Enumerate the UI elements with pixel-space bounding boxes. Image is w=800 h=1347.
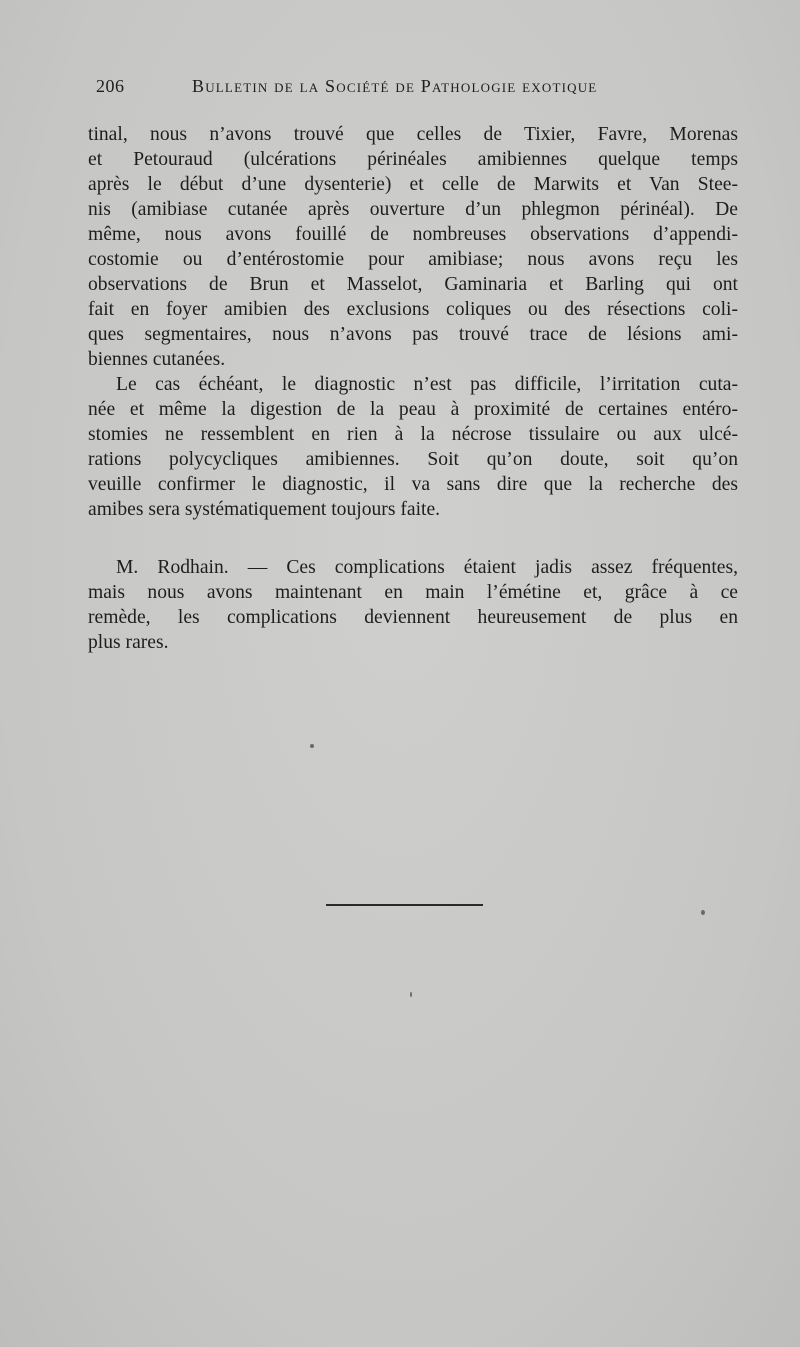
text-line: remède, les complications deviennent heureusement de plus en	[88, 607, 738, 628]
closing-rule	[326, 904, 483, 906]
text-line: après le début d’une dysenterie) et celle de Marwits et Van Stee-	[88, 174, 738, 195]
paper-speck	[410, 992, 412, 997]
text-line: et Petouraud (ulcérations périnéales amibiennes quelque temps	[88, 149, 738, 170]
text-line: M. Rodhain. — Ces complications étaient jadis assez fréquentes,	[116, 557, 738, 578]
paragraph-3	[88, 555, 738, 655]
paper-speck	[310, 744, 314, 748]
running-header	[96, 76, 736, 104]
text-line: stomies ne ressemblent en rien à la nécrose tissulaire ou aux ulcé-	[88, 424, 738, 445]
text-line: veuille confirmer le diagnostic, il va sans dire que la recherche des	[88, 474, 738, 495]
text-line: costomie ou d’entérostomie pour amibiase; nous avons reçu les	[88, 249, 738, 270]
paragraph-2	[88, 372, 738, 522]
journal-title: Bulletin de la Société de Pathologie exotique	[192, 76, 598, 96]
text-line: nis (amibiase cutanée après ouverture d’un phlegmon périnéal). De	[88, 199, 738, 220]
text-line: biennes cutanées.	[88, 349, 226, 370]
paper-speck	[701, 910, 705, 915]
text-line: même, nous avons fouillé de nombreuses observations d’appendi-	[88, 224, 738, 245]
text-line: mais nous avons maintenant en main l’émétine et, grâce à ce	[88, 582, 738, 603]
text-line: tinal, nous n’avons trouvé que celles de Tixier, Favre, Morenas	[88, 124, 738, 145]
text-line: amibes sera systématiquement toujours faite.	[88, 499, 441, 520]
text-line: Le cas échéant, le diagnostic n’est pas difficile, l’irritation cuta-	[116, 374, 738, 395]
text-line: née et même la digestion de la peau à proximité de certaines entéro-	[88, 399, 738, 420]
text-line: fait en foyer amibien des exclusions coliques ou des résections coli-	[88, 299, 738, 320]
page-number: 206	[96, 76, 125, 96]
text-line: rations polycycliques amibiennes. Soit qu’on doute, soit qu’on	[88, 449, 738, 470]
article-body	[88, 122, 738, 655]
text-line: ques segmentaires, nous n’avons pas trouvé trace de lésions ami-	[88, 324, 738, 345]
text-line: observations de Brun et Masselot, Gaminaria et Barling qui ont	[88, 274, 738, 295]
text-line: plus rares.	[88, 632, 169, 653]
paragraph-1	[88, 122, 738, 372]
